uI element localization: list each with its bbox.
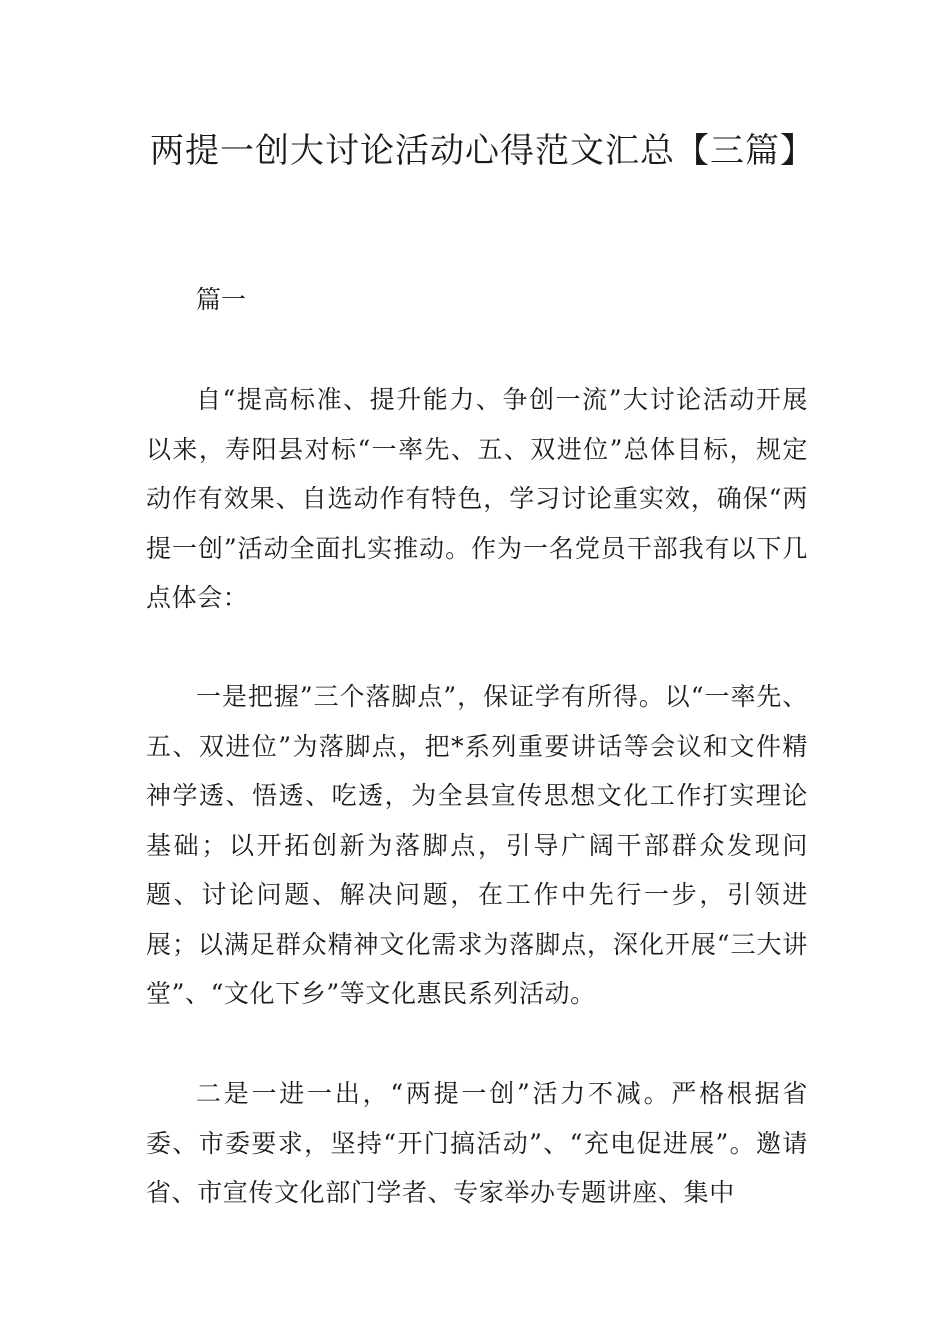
section-label: 篇一	[196, 285, 247, 314]
paragraph-point-two: 二是一进一出，“两提一创”活力不减。严格根据省委、市委要求，坚持“开门搞活动”、“充电促进展”。邀请省、市宣传文化部门学者、专家举办专题讲座、集中	[146, 1079, 808, 1207]
document-title: 两提一创大讨论活动心得范文汇总【三篇】	[150, 131, 815, 171]
paragraph-point-one: 一是把握”三个落脚点”，保证学有所得。以“一率先、五、双进位”为落脚点，把*系列重要讲话等会议和文件精神学透、悟透、吃透，为全县宣传思想文化工作打实理论基础；以开拓创新为落脚点，引导广阔干部群众发现问题、讨论问题、解决问题，在工作中先行一步，引领进展；以满足群众精神文化需求为落脚点，深化开展“三大讲堂”、“文化下乡”等文化惠民系列活动。	[146, 682, 808, 1008]
paragraph-intro: 自“提高标准、提升能力、争创一流”大讨论活动开展以来，寿阳县对标“一率先、五、双进位”总体目标，规定动作有效果、自选动作有特色，学习讨论重实效，确保“两提一创”活动全面扎实推动。作为一名党员干部我有以下几点体会：	[146, 385, 808, 612]
